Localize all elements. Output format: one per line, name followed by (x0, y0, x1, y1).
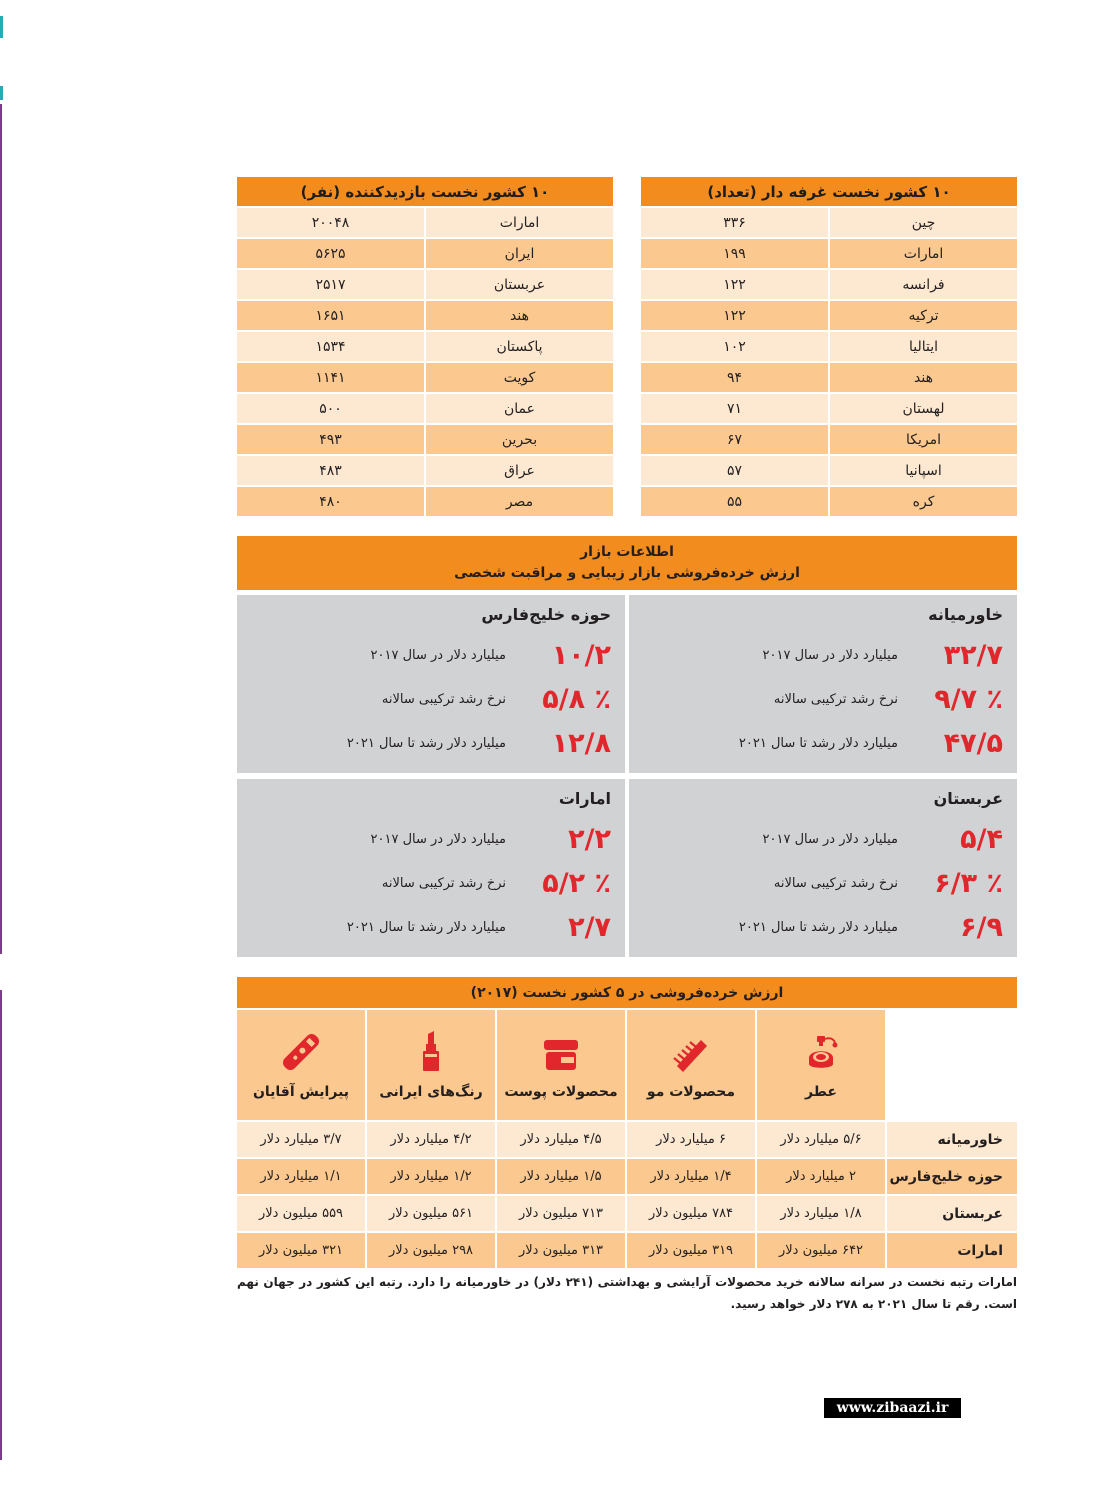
table-row (237, 270, 613, 299)
table-row (641, 363, 1017, 392)
stat-value: ۲/۲ (568, 823, 611, 855)
category-label: محصولات پوست (504, 1084, 618, 1100)
panel-title: خاورمیانه (928, 605, 1003, 624)
country-cell: ایران (426, 239, 613, 268)
data-cell: ۳۱۹ میلیون دلار (627, 1233, 755, 1268)
stat-value: ۵/۴ (960, 823, 1003, 855)
category-colors (367, 1010, 495, 1120)
stat-row (643, 677, 1003, 721)
data-cell: ۳۱۳ میلیون دلار (497, 1233, 625, 1268)
shaver-icon (280, 1032, 322, 1072)
table-row (641, 208, 1017, 237)
stat-value: ۱۰/۲ (551, 639, 611, 671)
stat-label: میلیارد دلار در سال ۲۰۱۷ (370, 831, 506, 847)
region-label: حوزه خلیج‌فارس (887, 1159, 1017, 1194)
category-label: پیرایش آقایان (252, 1084, 350, 1100)
value-cell: ۵۰۰ (237, 394, 424, 423)
data-cell: ۲۹۸ میلیون دلار (367, 1233, 495, 1268)
panel-middle-east (629, 595, 1017, 773)
data-cell: ۱/۲ میلیارد دلار (367, 1159, 495, 1194)
country-cell: عربستان (426, 270, 613, 299)
table-row (641, 239, 1017, 268)
stat-value: ۳۲/۷ (943, 639, 1003, 671)
country-cell: ترکیه (830, 301, 1017, 330)
table-row (641, 394, 1017, 423)
booths-table-title: ۱۰ کشور نخست غرفه دار (تعداد) (641, 177, 1017, 206)
category-header-row (237, 1010, 1017, 1120)
country-cell: عراق (426, 456, 613, 485)
stat-label: میلیارد دلار رشد تا سال ۲۰۲۱ (738, 919, 898, 935)
perfume-icon (804, 1034, 838, 1072)
value-cell: ۴۹۳ (237, 425, 424, 454)
edge-mark (0, 16, 3, 38)
region-label: خاورمیانه (887, 1122, 1017, 1157)
category-label: محصولات مو (646, 1084, 736, 1100)
stat-label: میلیارد دلار رشد تا سال ۲۰۲۱ (346, 919, 506, 935)
data-cell: ۴/۵ میلیارد دلار (497, 1122, 625, 1157)
stat-label: میلیارد دلار رشد تا سال ۲۰۲۱ (738, 735, 898, 751)
value-cell: ۱۲۲ (641, 270, 828, 299)
region-label: امارات (887, 1233, 1017, 1268)
country-cell: بحرین (426, 425, 613, 454)
table-row (641, 425, 1017, 454)
table-row (641, 456, 1017, 485)
country-cell: عمان (426, 394, 613, 423)
stat-row (643, 905, 1003, 949)
value-cell: ۹۴ (641, 363, 828, 392)
edge-mark (0, 86, 3, 100)
footnote: امارات رتبه نخست در سرانه سالانه خرید محصولات آرایشی و بهداشتی (۲۴۱ دلار) در خاورمیانه را دارد. رتبه این کشور در جهان نهم است. رقم تا سال ۲۰۲۱ به ۲۷۸ دلار خواهد رسید. (237, 1275, 1017, 1311)
table-row (237, 239, 613, 268)
stat-row (643, 817, 1003, 861)
category-label: رنگ‌های ایرانی (379, 1084, 483, 1100)
data-cell: ۷۱۳ میلیون دلار (497, 1196, 625, 1231)
data-cell: ۵۵۹ میلیون دلار (237, 1196, 365, 1231)
lipstick-icon (419, 1030, 443, 1072)
table-row (237, 394, 613, 423)
country-cell: مصر (426, 487, 613, 516)
data-cell: ۳/۷ میلیارد دلار (237, 1122, 365, 1157)
value-cell: ۷۱ (641, 394, 828, 423)
data-cell: ۲ میلیارد دلار (757, 1159, 885, 1194)
comb-icon (671, 1034, 711, 1072)
stat-value: ۲/۷ (568, 911, 611, 943)
edge-mark (0, 104, 2, 954)
visitors-table-title: ۱۰ کشور نخست بازدیدکننده (نفر) (237, 177, 613, 206)
data-cell: ۷۸۴ میلیون دلار (627, 1196, 755, 1231)
country-cell: چین (830, 208, 1017, 237)
panel-title: امارات (558, 789, 611, 808)
data-cell: ۴/۲ میلیارد دلار (367, 1122, 495, 1157)
table-row (237, 487, 613, 516)
visitors-table (237, 177, 613, 518)
country-cell: ایتالیا (830, 332, 1017, 361)
table-row (237, 208, 613, 237)
stat-row (643, 633, 1003, 677)
value-cell: ۱۰۲ (641, 332, 828, 361)
table-row (237, 425, 613, 454)
category-perfume (757, 1010, 885, 1120)
table-row (641, 487, 1017, 516)
stat-value: ۴۷/۵ (943, 727, 1003, 759)
stat-value: ۱۲/۸ (551, 727, 611, 759)
panel-uae (237, 779, 625, 957)
stat-row (251, 817, 611, 861)
stat-label: نرخ رشد ترکیبی سالانه (381, 875, 506, 891)
website-url[interactable]: www.zibaazi.ir (824, 1398, 961, 1418)
panel-title: عربستان (933, 789, 1003, 808)
table-row (237, 332, 613, 361)
value-cell: ۱۹۹ (641, 239, 828, 268)
data-cell: ۱/۴ میلیارد دلار (627, 1159, 755, 1194)
stat-value: ٪ ۵/۸ (542, 683, 611, 715)
stat-label: میلیارد دلار رشد تا سال ۲۰۲۱ (346, 735, 506, 751)
country-cell: هند (426, 301, 613, 330)
retail-table (237, 1010, 1017, 1270)
table-row (237, 1196, 1017, 1231)
country-cell: اسپانیا (830, 456, 1017, 485)
market-info-subtitle: ارزش خرده‌فروشی بازار زیبایی و مراقبت شخصی (454, 565, 800, 581)
stat-label: نرخ رشد ترکیبی سالانه (773, 875, 898, 891)
value-cell: ۵۷ (641, 456, 828, 485)
table-row (641, 301, 1017, 330)
value-cell: ۱۶۵۱ (237, 301, 424, 330)
value-cell: ۲۰۰۴۸ (237, 208, 424, 237)
data-cell: ۶۴۲ میلیون دلار (757, 1233, 885, 1268)
country-cell: هند (830, 363, 1017, 392)
panel-title: حوزه خلیج‌فارس (481, 605, 611, 624)
stat-label: میلیارد دلار در سال ۲۰۱۷ (762, 647, 898, 663)
stat-row (643, 861, 1003, 905)
retail-table-title: ارزش خرده‌فروشی در ۵ کشور نخست (۲۰۱۷) (237, 977, 1017, 1008)
region-label: عربستان (887, 1196, 1017, 1231)
panel-saudi (629, 779, 1017, 957)
cream-jar-icon (541, 1038, 581, 1072)
category-label: عطر (805, 1084, 837, 1100)
data-cell: ۵/۶ میلیارد دلار (757, 1122, 885, 1157)
country-cell: امریکا (830, 425, 1017, 454)
table-row (237, 301, 613, 330)
table-row (237, 1159, 1017, 1194)
country-cell: امارات (426, 208, 613, 237)
data-cell: ۱/۸ میلیارد دلار (757, 1196, 885, 1231)
data-cell: ۵۶۱ میلیون دلار (367, 1196, 495, 1231)
corner-cell (887, 1010, 1017, 1120)
value-cell: ۵۶۲۵ (237, 239, 424, 268)
stat-label: میلیارد دلار در سال ۲۰۱۷ (370, 647, 506, 663)
table-row (641, 332, 1017, 361)
stat-row (643, 721, 1003, 765)
panel-persian-gulf (237, 595, 625, 773)
table-row (237, 363, 613, 392)
data-cell: ۱/۵ میلیارد دلار (497, 1159, 625, 1194)
data-cell: ۳۲۱ میلیون دلار (237, 1233, 365, 1268)
stat-row (251, 677, 611, 721)
data-cell: ۱/۱ میلیارد دلار (237, 1159, 365, 1194)
booths-table (641, 177, 1017, 518)
stat-row (251, 633, 611, 677)
stat-value: ٪ ۵/۲ (542, 867, 611, 899)
category-hair (627, 1010, 755, 1120)
stat-row (251, 721, 611, 765)
value-cell: ۴۸۳ (237, 456, 424, 485)
category-grooming (237, 1010, 365, 1120)
market-info-title: اطلاعات بازار (580, 544, 674, 560)
stat-value: ۶/۹ (960, 911, 1003, 943)
market-info-header (237, 536, 1017, 590)
value-cell: ۱۵۳۴ (237, 332, 424, 361)
stat-row (251, 905, 611, 949)
category-skin (497, 1010, 625, 1120)
edge-mark (0, 990, 2, 1460)
country-cell: کویت (426, 363, 613, 392)
value-cell: ۵۵ (641, 487, 828, 516)
value-cell: ۳۳۶ (641, 208, 828, 237)
country-cell: فرانسه (830, 270, 1017, 299)
stat-value: ٪ ۶/۳ (934, 867, 1003, 899)
stat-label: نرخ رشد ترکیبی سالانه (773, 691, 898, 707)
value-cell: ۲۵۱۷ (237, 270, 424, 299)
country-cell: امارات (830, 239, 1017, 268)
country-cell: پاکستان (426, 332, 613, 361)
country-cell: لهستان (830, 394, 1017, 423)
stat-label: میلیارد دلار در سال ۲۰۱۷ (762, 831, 898, 847)
table-row (237, 456, 613, 485)
table-row (237, 1233, 1017, 1268)
data-cell: ۶ میلیارد دلار (627, 1122, 755, 1157)
country-cell: کره (830, 487, 1017, 516)
stat-value: ٪ ۹/۷ (934, 683, 1003, 715)
table-row (641, 270, 1017, 299)
value-cell: ۱۱۴۱ (237, 363, 424, 392)
stat-row (251, 861, 611, 905)
table-row (237, 1122, 1017, 1157)
stat-label: نرخ رشد ترکیبی سالانه (381, 691, 506, 707)
value-cell: ۴۸۰ (237, 487, 424, 516)
value-cell: ۱۲۲ (641, 301, 828, 330)
value-cell: ۶۷ (641, 425, 828, 454)
